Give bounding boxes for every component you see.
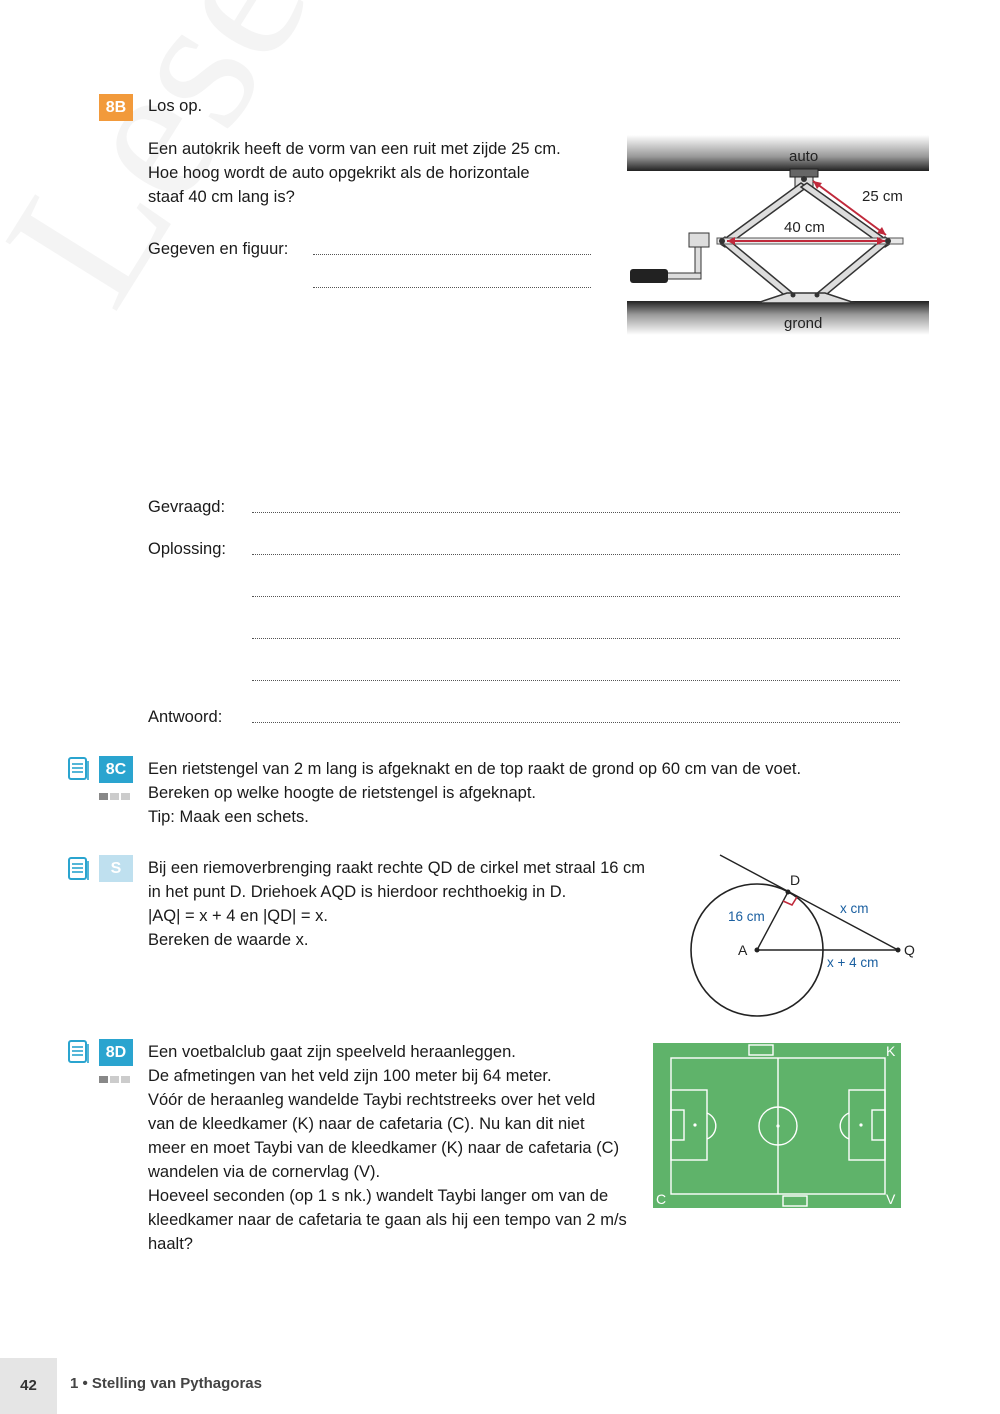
answer-line[interactable]: [313, 287, 591, 288]
ground: [627, 301, 929, 335]
radius-label: 16 cm: [728, 909, 765, 924]
answer-line[interactable]: [252, 638, 900, 639]
text-line: |AQ| = x + 4 en |QD| = x.: [148, 907, 328, 925]
car-body: [627, 135, 929, 171]
text-line: haalt?: [148, 1235, 193, 1253]
answer-line[interactable]: [252, 680, 900, 681]
label-side: 25 cm: [862, 188, 903, 205]
text-line: staaf 40 cm lang is?: [148, 188, 295, 206]
text-line: Bereken op welke hoogte de rietstengel is afgeknapt.: [148, 784, 537, 802]
answer-line[interactable]: [252, 596, 900, 597]
text-line: Een rietstengel van 2 m lang is afgeknakt en de top raakt de grond op 60 cm van de voet.: [148, 760, 802, 778]
exercise-badge-8c: 8C: [99, 756, 133, 783]
exercise-badge-8b: 8B: [99, 94, 133, 121]
point-a-label: A: [738, 942, 748, 958]
answer-line[interactable]: [252, 512, 900, 513]
text-line: Vóór de heraanleg wandelde Taybi rechtstreeks over het veld: [148, 1091, 596, 1109]
answer-line[interactable]: [252, 722, 900, 723]
page-number: 42: [0, 1358, 57, 1414]
exercise-badge-8d: 8D: [99, 1039, 133, 1066]
text-line: Hoe hoog wordt de auto opgekrikt als de horizontale: [148, 164, 530, 182]
corner-v-label: V: [886, 1191, 896, 1207]
text-line: Tip: Maak een schets.: [148, 808, 309, 826]
difficulty-level: [99, 1070, 132, 1077]
qd-label: x cm: [840, 901, 869, 916]
soccer-field-figure: [653, 1043, 901, 1208]
text-line: wandelen via de cornervlag (V).: [148, 1163, 381, 1181]
text-line: van de kleedkamer (K) naar de cafetaria (C). Nu kan dit niet: [148, 1115, 585, 1133]
solution-label: Oplossing:: [148, 540, 226, 558]
exercise-s-text: [148, 856, 645, 952]
chapter-title: 1 • Stelling van Pythagoras: [70, 1375, 262, 1392]
text-line: Een voetbalclub gaat zijn speelveld heraanleggen.: [148, 1043, 516, 1061]
text-line: Bereken de waarde x.: [148, 931, 309, 949]
text-line: Hoeveel seconden (op 1 s nk.) wandelt Taybi langer om van de: [148, 1187, 609, 1205]
text-line: Bij een riemoverbrenging raakt rechte QD de cirkel met straal 16 cm: [148, 859, 646, 877]
book-icon: [67, 856, 91, 882]
point-q-label: Q: [904, 942, 915, 958]
label-auto: auto: [789, 148, 819, 165]
book-icon: [67, 756, 91, 782]
car-jack-figure: [627, 135, 932, 335]
circle-tangent-figure: [680, 845, 930, 1020]
aq-label: x + 4 cm: [827, 955, 879, 970]
instruction: Los op.: [148, 97, 203, 115]
answer-label: Antwoord:: [148, 708, 223, 726]
text-line: De afmetingen van het veld zijn 100 meter bij 64 meter.: [148, 1067, 552, 1085]
label-bar: 40 cm: [784, 219, 825, 236]
label-grond: grond: [784, 315, 823, 332]
answer-line[interactable]: [313, 254, 591, 255]
text-line: in het punt D. Driehoek AQD is hierdoor rechthoekig in D.: [148, 883, 567, 901]
corner-k-label: K: [886, 1043, 896, 1059]
text-line: Een autokrik heeft de vorm van een ruit met zijde 25 cm.: [148, 140, 561, 158]
text-line: meer en moet Taybi van de kleedkamer (K) naar de cafetaria (C): [148, 1139, 620, 1157]
exercise-8c-text: [148, 757, 801, 829]
text-line: kleedkamer naar de cafetaria te gaan als hij een tempo van 2 m/s: [148, 1211, 627, 1229]
exercise-8d-text: [148, 1040, 627, 1256]
difficulty-level: [99, 787, 132, 794]
answer-line[interactable]: [252, 554, 900, 555]
given-label: Gegeven en figuur:: [148, 240, 289, 258]
asked-label: Gevraagd:: [148, 498, 226, 516]
exercise-8b-text: [148, 137, 561, 209]
point-d-label: D: [790, 872, 801, 888]
corner-c-label: C: [656, 1191, 667, 1207]
exercise-badge-s: S: [99, 855, 133, 882]
book-icon: [67, 1039, 91, 1065]
